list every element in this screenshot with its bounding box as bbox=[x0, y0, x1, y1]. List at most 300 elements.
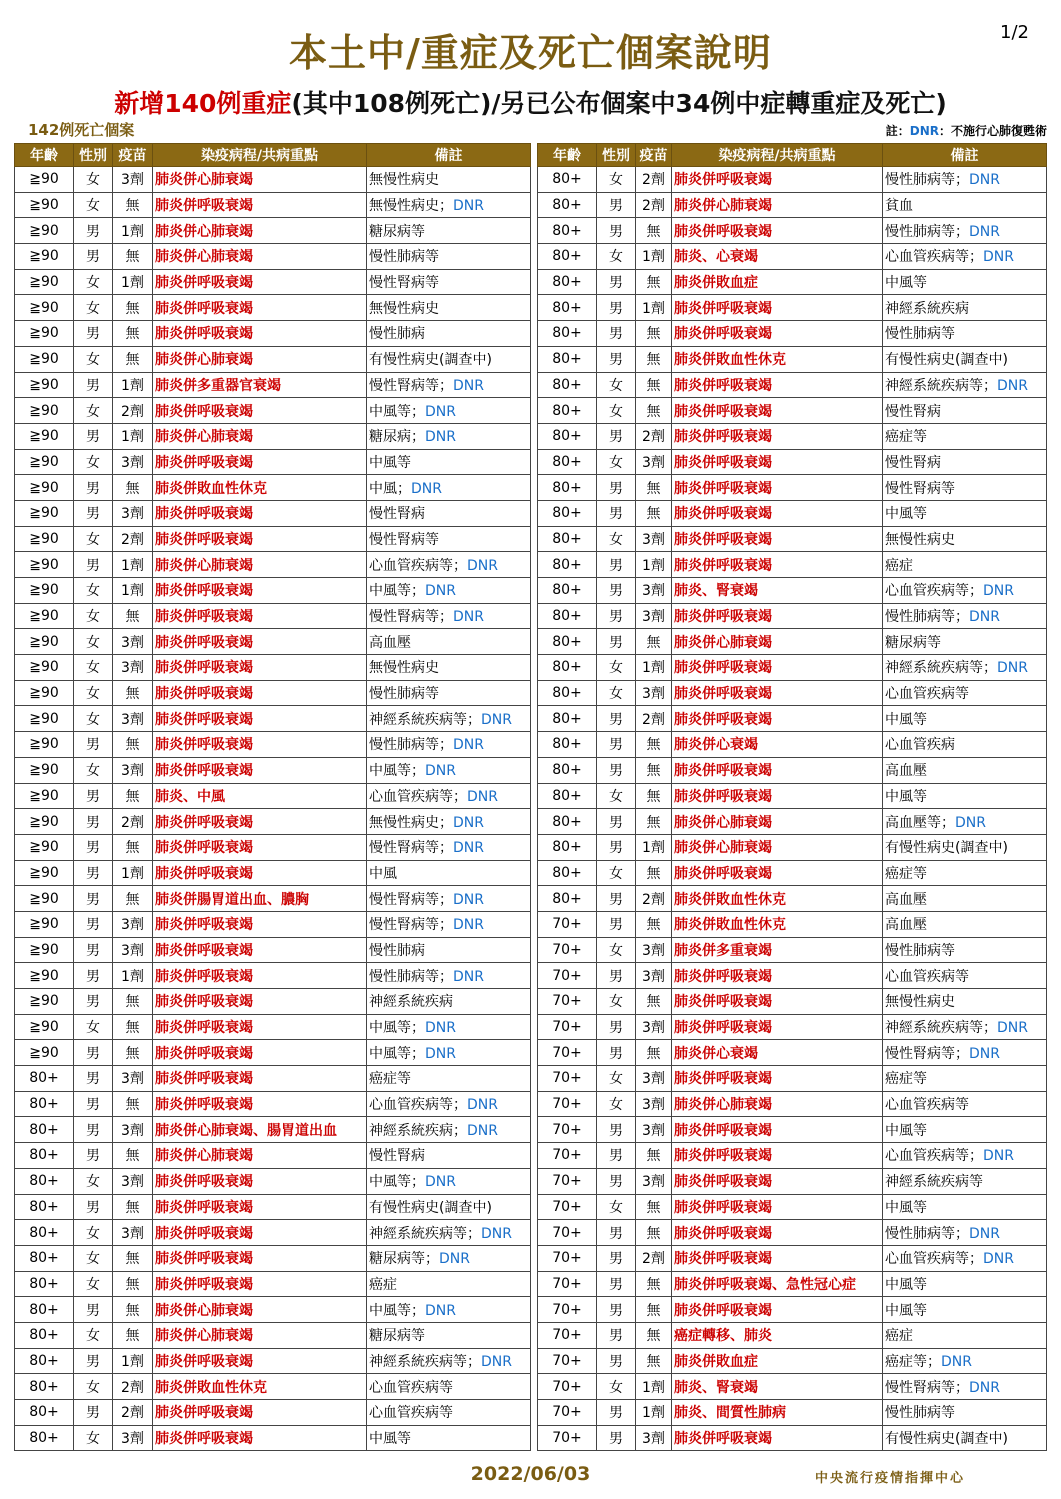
remark-cell bbox=[367, 218, 531, 244]
disease-cell: 肺炎併敗血性休克 bbox=[672, 886, 883, 912]
note-suffix: ：不施行心肺復甦術 bbox=[938, 124, 1047, 138]
sex-cell: 男 bbox=[74, 372, 113, 398]
disease-cell: 肺炎併呼吸衰竭 bbox=[672, 449, 883, 475]
sex-cell: 男 bbox=[74, 886, 113, 912]
vaccine-cell: 1劑 bbox=[113, 578, 153, 604]
vaccine-cell: 3劑 bbox=[113, 1220, 153, 1246]
disease-cell: 肺炎併心肺衰竭 bbox=[153, 423, 367, 449]
table-row bbox=[538, 783, 1047, 809]
age-cell: 80+ bbox=[15, 1374, 74, 1400]
remark-cell bbox=[883, 834, 1047, 860]
remark-text: 慢性肺病等 bbox=[369, 249, 439, 266]
vaccine-cell: 1劑 bbox=[113, 1348, 153, 1374]
disease-cell: 肺炎併心肺衰竭 bbox=[672, 834, 883, 860]
remark-text: 慢性腎病 bbox=[885, 403, 941, 420]
dnr-mark: DNR bbox=[983, 249, 1014, 266]
sex-cell: 男 bbox=[74, 423, 113, 449]
disease-cell: 肺炎併呼吸衰竭 bbox=[672, 1143, 883, 1169]
remark-text: 神經系統疾病 bbox=[369, 994, 453, 1011]
age-cell: 80+ bbox=[538, 809, 597, 835]
table-row bbox=[15, 680, 531, 706]
vaccine-cell: 3劑 bbox=[636, 1091, 672, 1117]
vaccine-cell: 無 bbox=[636, 1194, 672, 1220]
vaccine-cell: 無 bbox=[113, 603, 153, 629]
vaccine-cell: 1劑 bbox=[113, 218, 153, 244]
vaccine-cell: 無 bbox=[113, 732, 153, 758]
remark-text: 慢性腎病 bbox=[369, 506, 425, 523]
col-remark: 備註 bbox=[367, 144, 531, 167]
disease-cell: 肺炎併多重衰竭 bbox=[672, 937, 883, 963]
table-row bbox=[15, 603, 531, 629]
table-row bbox=[538, 269, 1047, 295]
remark-cell bbox=[883, 346, 1047, 372]
vaccine-cell: 3劑 bbox=[636, 937, 672, 963]
vaccine-cell: 3劑 bbox=[113, 1425, 153, 1451]
disease-cell: 肺炎併呼吸衰竭 bbox=[153, 295, 367, 321]
age-cell: 80+ bbox=[15, 1194, 74, 1220]
age-cell: 70+ bbox=[538, 937, 597, 963]
disease-cell: 肺炎併心肺衰竭、腸胃道出血 bbox=[153, 1117, 367, 1143]
remark-text: 中風等 bbox=[885, 1276, 927, 1293]
disease-cell: 肺炎併呼吸衰竭 bbox=[153, 526, 367, 552]
vaccine-cell: 1劑 bbox=[113, 963, 153, 989]
age-cell: 70+ bbox=[538, 1117, 597, 1143]
sex-cell: 女 bbox=[597, 989, 636, 1015]
disease-cell: 肺炎、中風 bbox=[153, 783, 367, 809]
age-cell: ≧90 bbox=[15, 783, 74, 809]
remark-text: 有慢性病史(調查中) bbox=[885, 1431, 1008, 1448]
vaccine-cell: 3劑 bbox=[113, 629, 153, 655]
remark-cell bbox=[367, 1322, 531, 1348]
age-cell: 70+ bbox=[538, 1014, 597, 1040]
vaccine-cell: 無 bbox=[113, 1194, 153, 1220]
table-row bbox=[15, 1168, 531, 1194]
remark-text: 癌症等 bbox=[885, 1071, 927, 1088]
vaccine-cell: 1劑 bbox=[113, 552, 153, 578]
vaccine-cell: 2劑 bbox=[636, 1245, 672, 1271]
sex-cell: 男 bbox=[597, 911, 636, 937]
remark-text: 慢性腎病 bbox=[369, 1148, 425, 1165]
age-cell: ≧90 bbox=[15, 937, 74, 963]
vaccine-cell: 2劑 bbox=[113, 809, 153, 835]
remark-text: 神經系統疾病等； bbox=[369, 711, 481, 728]
table-row bbox=[15, 321, 531, 347]
sex-cell: 男 bbox=[74, 1400, 113, 1426]
vaccine-cell: 3劑 bbox=[636, 526, 672, 552]
remark-cell bbox=[367, 1297, 531, 1323]
dnr-mark: DNR bbox=[453, 968, 484, 985]
vaccine-cell: 無 bbox=[636, 1322, 672, 1348]
sex-cell: 男 bbox=[74, 809, 113, 835]
vaccine-cell: 2劑 bbox=[113, 398, 153, 424]
table-row bbox=[15, 1220, 531, 1246]
age-cell: 80+ bbox=[538, 783, 597, 809]
remark-cell bbox=[883, 321, 1047, 347]
table-row bbox=[15, 500, 531, 526]
table-row bbox=[15, 167, 531, 193]
age-cell: ≧90 bbox=[15, 372, 74, 398]
dnr-mark: DNR bbox=[983, 583, 1014, 600]
age-cell: ≧90 bbox=[15, 706, 74, 732]
disease-cell: 肺炎併呼吸衰竭 bbox=[672, 757, 883, 783]
dnr-mark: DNR bbox=[969, 1379, 1000, 1396]
dnr-mark: DNR bbox=[969, 609, 1000, 626]
dnr-mark: DNR bbox=[481, 1225, 512, 1242]
vaccine-cell: 無 bbox=[636, 321, 672, 347]
remark-cell bbox=[883, 1348, 1047, 1374]
table-row bbox=[15, 937, 531, 963]
dnr-mark: DNR bbox=[453, 917, 484, 934]
remark-text: 神經系統疾病 bbox=[885, 300, 969, 317]
remark-cell bbox=[883, 809, 1047, 835]
vaccine-cell: 2劑 bbox=[636, 423, 672, 449]
vaccine-cell: 2劑 bbox=[113, 526, 153, 552]
remark-text: 慢性肺病等 bbox=[885, 326, 955, 343]
sex-cell: 男 bbox=[597, 603, 636, 629]
remark-cell bbox=[367, 167, 531, 193]
dnr-mark: DNR bbox=[453, 377, 484, 394]
age-cell: 70+ bbox=[538, 1374, 597, 1400]
sex-cell: 男 bbox=[597, 269, 636, 295]
sex-cell: 男 bbox=[597, 500, 636, 526]
sex-cell: 女 bbox=[74, 578, 113, 604]
dnr-mark: DNR bbox=[425, 1174, 456, 1191]
vaccine-cell: 無 bbox=[636, 475, 672, 501]
disease-cell: 肺炎併呼吸衰竭 bbox=[672, 1245, 883, 1271]
remark-text: 慢性肺病 bbox=[369, 326, 425, 343]
dnr-mark: DNR bbox=[997, 1020, 1028, 1037]
disease-cell: 肺炎併心肺衰竭 bbox=[153, 1297, 367, 1323]
vaccine-cell: 無 bbox=[636, 1040, 672, 1066]
table-row bbox=[538, 552, 1047, 578]
sex-cell: 女 bbox=[597, 244, 636, 270]
disease-cell: 肺炎併呼吸衰竭 bbox=[153, 1014, 367, 1040]
remark-text: 慢性肺病等； bbox=[369, 737, 453, 754]
sex-cell: 男 bbox=[74, 937, 113, 963]
age-cell: ≧90 bbox=[15, 629, 74, 655]
disease-cell: 肺炎併心肺衰竭 bbox=[153, 244, 367, 270]
remark-cell bbox=[367, 372, 531, 398]
remark-text: 慢性肺病等； bbox=[885, 172, 969, 189]
disease-cell: 肺炎併呼吸衰竭 bbox=[672, 680, 883, 706]
table-row bbox=[538, 1168, 1047, 1194]
table-row bbox=[538, 1322, 1047, 1348]
disease-cell: 肺炎併敗血性休克 bbox=[153, 1374, 367, 1400]
vaccine-cell: 3劑 bbox=[636, 1014, 672, 1040]
table-row bbox=[15, 423, 531, 449]
dnr-mark: DNR bbox=[481, 1353, 512, 1370]
remark-text: 中風等； bbox=[369, 1302, 425, 1319]
disease-cell: 肺炎併呼吸衰竭 bbox=[153, 269, 367, 295]
disease-cell: 肺炎併呼吸衰竭 bbox=[153, 629, 367, 655]
sex-cell: 女 bbox=[74, 167, 113, 193]
sex-cell: 女 bbox=[74, 1220, 113, 1246]
vaccine-cell: 3劑 bbox=[113, 757, 153, 783]
remark-cell bbox=[367, 578, 531, 604]
disease-cell: 肺炎併呼吸衰竭 bbox=[672, 398, 883, 424]
vaccine-cell: 無 bbox=[636, 757, 672, 783]
age-cell: ≧90 bbox=[15, 655, 74, 681]
remark-cell bbox=[883, 475, 1047, 501]
vaccine-cell: 無 bbox=[636, 1143, 672, 1169]
remark-text: 中風等 bbox=[885, 1122, 927, 1139]
sex-cell: 男 bbox=[597, 423, 636, 449]
remark-text: 中風 bbox=[369, 865, 397, 882]
table-row bbox=[538, 989, 1047, 1015]
age-cell: 70+ bbox=[538, 1168, 597, 1194]
table-row bbox=[538, 911, 1047, 937]
disease-cell: 肺炎併敗血性休克 bbox=[672, 911, 883, 937]
remark-text: 無慢性病史 bbox=[369, 172, 439, 189]
sex-cell: 女 bbox=[597, 1066, 636, 1092]
sex-cell: 男 bbox=[597, 218, 636, 244]
disease-cell: 肺炎併呼吸衰竭 bbox=[672, 1117, 883, 1143]
remark-text: 心血管疾病等 bbox=[885, 968, 969, 985]
remark-cell bbox=[883, 423, 1047, 449]
remark-cell bbox=[883, 1194, 1047, 1220]
table-row bbox=[538, 321, 1047, 347]
table-row bbox=[15, 192, 531, 218]
age-cell: ≧90 bbox=[15, 578, 74, 604]
vaccine-cell: 無 bbox=[636, 1271, 672, 1297]
remark-cell bbox=[367, 1066, 531, 1092]
remark-text: 慢性肺病等； bbox=[885, 609, 969, 626]
sex-cell: 女 bbox=[74, 1425, 113, 1451]
vaccine-cell: 3劑 bbox=[113, 911, 153, 937]
disease-cell: 肺炎併心肺衰竭 bbox=[672, 629, 883, 655]
remark-cell bbox=[883, 526, 1047, 552]
remark-cell bbox=[367, 886, 531, 912]
disease-cell: 肺炎併呼吸衰竭 bbox=[672, 1297, 883, 1323]
remark-text: 中風等； bbox=[369, 763, 425, 780]
remark-text: 慢性腎病等； bbox=[369, 840, 453, 857]
remark-text: 慢性肺病等； bbox=[885, 1225, 969, 1242]
remark-cell bbox=[367, 963, 531, 989]
remark-cell bbox=[883, 1297, 1047, 1323]
disease-cell: 肺炎併呼吸衰竭 bbox=[153, 192, 367, 218]
page-number: 1/2 bbox=[1000, 22, 1029, 43]
table-row bbox=[538, 1245, 1047, 1271]
sex-cell: 女 bbox=[597, 655, 636, 681]
remark-cell bbox=[883, 1425, 1047, 1451]
disease-cell: 肺炎併呼吸衰竭 bbox=[672, 372, 883, 398]
vaccine-cell: 無 bbox=[113, 989, 153, 1015]
col-disease: 染疫病程/共病重點 bbox=[672, 144, 883, 167]
table-row bbox=[538, 1374, 1047, 1400]
age-cell: 80+ bbox=[538, 578, 597, 604]
age-cell: ≧90 bbox=[15, 963, 74, 989]
vaccine-cell: 無 bbox=[113, 834, 153, 860]
col-remark: 備註 bbox=[883, 144, 1047, 167]
age-cell: 70+ bbox=[538, 963, 597, 989]
remark-cell bbox=[367, 192, 531, 218]
age-cell: 80+ bbox=[538, 860, 597, 886]
remark-text: 心血管疾病等； bbox=[885, 1251, 983, 1268]
remark-text: 癌症 bbox=[369, 1276, 397, 1293]
remark-cell bbox=[367, 911, 531, 937]
remark-cell bbox=[883, 244, 1047, 270]
disease-cell: 肺炎併呼吸衰竭 bbox=[153, 1348, 367, 1374]
table-row bbox=[15, 552, 531, 578]
vaccine-cell: 3劑 bbox=[636, 680, 672, 706]
table-row bbox=[15, 1374, 531, 1400]
age-cell: 70+ bbox=[538, 1271, 597, 1297]
vaccine-cell: 3劑 bbox=[113, 167, 153, 193]
vaccine-cell: 1劑 bbox=[636, 552, 672, 578]
remark-text: 心血管疾病等； bbox=[885, 249, 983, 266]
age-cell: 80+ bbox=[15, 1425, 74, 1451]
sex-cell: 女 bbox=[74, 1322, 113, 1348]
sex-cell: 男 bbox=[74, 989, 113, 1015]
disease-cell: 肺炎併呼吸衰竭 bbox=[672, 655, 883, 681]
age-cell: ≧90 bbox=[15, 269, 74, 295]
remark-cell bbox=[883, 1220, 1047, 1246]
col-disease: 染疫病程/共病重點 bbox=[153, 144, 367, 167]
subtitle bbox=[0, 84, 1061, 120]
remark-text: 心血管疾病 bbox=[885, 737, 955, 754]
vaccine-cell: 1劑 bbox=[113, 423, 153, 449]
col-age: 年齡 bbox=[538, 144, 597, 167]
sex-cell: 男 bbox=[597, 1271, 636, 1297]
remark-text: 慢性腎病等 bbox=[369, 275, 439, 292]
vaccine-cell: 3劑 bbox=[113, 449, 153, 475]
table-row bbox=[15, 706, 531, 732]
vaccine-cell: 3劑 bbox=[636, 1117, 672, 1143]
age-cell: 80+ bbox=[538, 398, 597, 424]
remark-cell bbox=[367, 500, 531, 526]
remark-text: 慢性肺病等 bbox=[885, 942, 955, 959]
remark-cell bbox=[883, 860, 1047, 886]
disease-cell: 肺炎併呼吸衰竭 bbox=[672, 1220, 883, 1246]
age-cell: 70+ bbox=[538, 1091, 597, 1117]
remark-text: 慢性肺病等； bbox=[885, 223, 969, 240]
sex-cell: 男 bbox=[597, 1348, 636, 1374]
disease-cell: 肺炎併呼吸衰竭 bbox=[153, 1220, 367, 1246]
age-cell: 80+ bbox=[538, 423, 597, 449]
age-cell: 70+ bbox=[538, 1220, 597, 1246]
age-cell: 80+ bbox=[538, 218, 597, 244]
age-cell: 70+ bbox=[538, 911, 597, 937]
table-row bbox=[15, 783, 531, 809]
remark-text: 糖尿病等 bbox=[369, 223, 425, 240]
vaccine-cell: 3劑 bbox=[636, 963, 672, 989]
vaccine-cell: 1劑 bbox=[636, 1400, 672, 1426]
table-row bbox=[538, 218, 1047, 244]
sex-cell: 女 bbox=[74, 1374, 113, 1400]
vaccine-cell: 無 bbox=[636, 218, 672, 244]
dnr-mark: DNR bbox=[453, 891, 484, 908]
age-cell: ≧90 bbox=[15, 809, 74, 835]
disease-cell: 肺炎併呼吸衰竭 bbox=[672, 963, 883, 989]
remark-cell bbox=[883, 603, 1047, 629]
vaccine-cell: 2劑 bbox=[113, 1374, 153, 1400]
remark-cell bbox=[883, 655, 1047, 681]
disease-cell: 肺炎併呼吸衰竭 bbox=[153, 1271, 367, 1297]
sex-cell: 男 bbox=[597, 295, 636, 321]
remark-text: 無慢性病史 bbox=[369, 660, 439, 677]
age-cell: 80+ bbox=[538, 167, 597, 193]
disease-cell: 肺炎併心肺衰竭 bbox=[672, 192, 883, 218]
vaccine-cell: 無 bbox=[636, 989, 672, 1015]
table-row bbox=[15, 1091, 531, 1117]
remark-text: 心血管疾病等； bbox=[369, 788, 467, 805]
remark-text: 心血管疾病等； bbox=[885, 1148, 983, 1165]
disease-cell: 肺炎併腸胃道出血、膿胸 bbox=[153, 886, 367, 912]
age-cell: 80+ bbox=[538, 244, 597, 270]
sex-cell: 女 bbox=[74, 680, 113, 706]
vaccine-cell: 無 bbox=[113, 680, 153, 706]
table-row bbox=[538, 1271, 1047, 1297]
disease-cell: 肺炎併呼吸衰竭 bbox=[672, 423, 883, 449]
dnr-mark: DNR bbox=[969, 172, 1000, 189]
vaccine-cell: 無 bbox=[113, 244, 153, 270]
disease-cell: 肺炎、心衰竭 bbox=[672, 244, 883, 270]
table-row bbox=[15, 886, 531, 912]
table-row bbox=[538, 526, 1047, 552]
sex-cell: 女 bbox=[74, 346, 113, 372]
age-cell: 80+ bbox=[538, 680, 597, 706]
table-row bbox=[15, 1014, 531, 1040]
age-cell: ≧90 bbox=[15, 423, 74, 449]
disease-cell: 肺炎、腎衰竭 bbox=[672, 1374, 883, 1400]
table-row bbox=[538, 809, 1047, 835]
remark-text: 心血管疾病等； bbox=[369, 1097, 467, 1114]
age-cell: 80+ bbox=[15, 1117, 74, 1143]
age-cell: 80+ bbox=[538, 886, 597, 912]
remark-cell bbox=[883, 1271, 1047, 1297]
sex-cell: 男 bbox=[74, 732, 113, 758]
sex-cell: 男 bbox=[597, 963, 636, 989]
remark-cell bbox=[367, 1271, 531, 1297]
disease-cell: 肺炎併呼吸衰竭 bbox=[153, 757, 367, 783]
disease-cell: 肺炎併呼吸衰竭 bbox=[153, 834, 367, 860]
remark-cell bbox=[883, 372, 1047, 398]
sex-cell: 男 bbox=[597, 629, 636, 655]
disease-cell: 肺炎併呼吸衰竭 bbox=[672, 500, 883, 526]
remark-text: 慢性腎病等； bbox=[369, 891, 453, 908]
age-cell: ≧90 bbox=[15, 732, 74, 758]
disease-cell: 肺炎併呼吸衰竭 bbox=[672, 1425, 883, 1451]
disease-cell: 肺炎併呼吸衰竭 bbox=[153, 1066, 367, 1092]
remark-text: 中風等 bbox=[369, 454, 411, 471]
remark-cell bbox=[367, 809, 531, 835]
remark-text: 神經系統疾病； bbox=[369, 1122, 467, 1139]
sex-cell: 男 bbox=[597, 578, 636, 604]
remark-text: 無慢性病史 bbox=[885, 531, 955, 548]
remark-text: 中風等 bbox=[885, 788, 927, 805]
disease-cell: 肺炎併心衰竭 bbox=[672, 732, 883, 758]
table-row bbox=[15, 295, 531, 321]
remark-cell bbox=[367, 757, 531, 783]
sex-cell: 女 bbox=[597, 680, 636, 706]
sex-cell: 男 bbox=[597, 706, 636, 732]
remark-cell bbox=[883, 937, 1047, 963]
remark-cell bbox=[367, 1143, 531, 1169]
dnr-mark: DNR bbox=[425, 763, 456, 780]
age-cell: ≧90 bbox=[15, 398, 74, 424]
dnr-mark: DNR bbox=[941, 1353, 972, 1370]
remark-text: 神經系統疾病等； bbox=[369, 1225, 481, 1242]
sex-cell: 女 bbox=[74, 757, 113, 783]
vaccine-cell: 1劑 bbox=[113, 860, 153, 886]
sex-cell: 女 bbox=[74, 1271, 113, 1297]
vaccine-cell: 無 bbox=[113, 475, 153, 501]
table-row bbox=[538, 192, 1047, 218]
table-row bbox=[538, 578, 1047, 604]
col-vaccine: 疫苗 bbox=[636, 144, 672, 167]
disease-cell: 肺炎併心肺衰竭 bbox=[153, 167, 367, 193]
remark-text: 中風等 bbox=[885, 1302, 927, 1319]
